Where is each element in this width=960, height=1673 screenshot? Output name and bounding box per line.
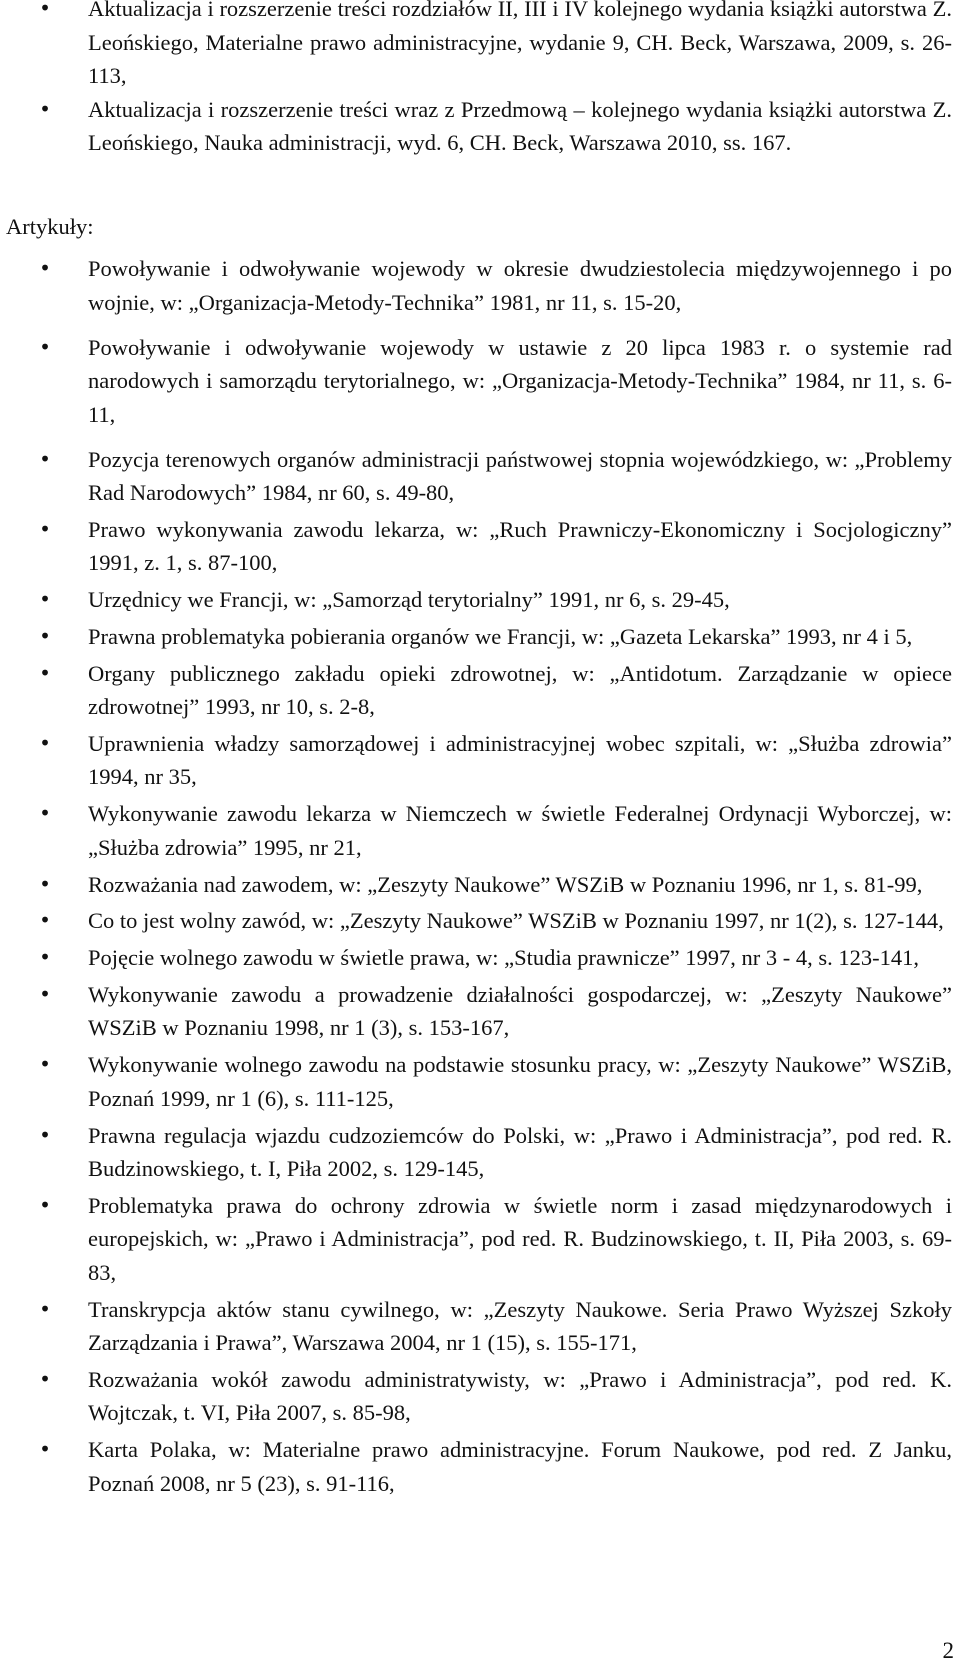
- list-item: [0, 868, 960, 902]
- list-item: [0, 904, 960, 938]
- list-item-text: Aktualizacja i rozszerzenie treści wraz z Przedmową – kolejnego wydania książki autorstwa Z. Leońskiego, Nauka administracji, wyd. 6, CH. Beck, Warszawa 2010, ss. 167.: [88, 96, 952, 155]
- bullet-icon: •: [39, 0, 51, 20]
- list-item-text: Problematyka prawa do ochrony zdrowia w świetle norm i zasad międzynarodowych i europejskich, w: „Prawo i Administracja”, pod red. R. Budzinowskiego, t. II, Piła 2003, s. 69-83,: [88, 1192, 952, 1285]
- list-item: [0, 1363, 960, 1430]
- list-item: [0, 443, 960, 510]
- list-item-text: Co to jest wolny zawód, w: „Zeszyty Naukowe” WSZiB w Poznaniu 1997, nr 1(2), s. 127-144,: [88, 908, 944, 934]
- list-item: [0, 1293, 960, 1360]
- list-item: [0, 941, 960, 975]
- list-item-text: Pozycja terenowych organów administracji państwowej stopnia wojewódzkiego, w: „Problemy Rad Narodowych” 1984, nr 60, s. 49-80,: [88, 446, 952, 505]
- list-item-text: Pojęcie wolnego zawodu w świetle prawa, w: „Studia prawnicze” 1997, nr 3 - 4, s. 123-141,: [88, 945, 920, 971]
- list-item: [0, 797, 960, 864]
- bullet-icon: •: [39, 730, 51, 755]
- list-item: [0, 583, 960, 617]
- list-item: [0, 620, 960, 654]
- list-item-text: Uprawnienia władzy samorządowej i administracyjnej wobec szpitali, w: „Służba zdrowia” 1994, nr 35,: [88, 730, 952, 790]
- bullet-icon: •: [39, 334, 51, 359]
- bullet-icon: •: [39, 1296, 51, 1321]
- list-item-text: Prawo wykonywania zawodu lekarza, w: „Ruch Prawniczy-Ekonomiczny i Socjologiczny” 1991, z. 1, s. 87-100,: [88, 516, 952, 576]
- bullet-icon: •: [39, 587, 51, 612]
- bullet-icon: •: [39, 801, 51, 826]
- bullet-icon: •: [39, 516, 51, 541]
- list-item-text: Aktualizacja i rozszerzenie treści rozdziałów II, III i IV kolejnego wydania książki autorstwa Z. Leońskiego, Materialne prawo administracyjne, wydanie 9, CH. Beck, Warszawa, 2009, s. 26-113,: [88, 0, 952, 88]
- bullet-icon: •: [39, 96, 51, 121]
- list-item-text: Karta Polaka, w: Materialne prawo administracyjne. Forum Naukowe, pod red. Z Janku, Poznań 2008, nr 5 (23), s. 91-116,: [88, 1437, 952, 1496]
- list-item: [0, 0, 960, 93]
- bullet-icon: •: [39, 945, 51, 970]
- list-item-text: Powoływanie i odwoływanie wojewody w ustawie z 20 lipca 1983 r. o systemie rad narodowych i samorządu terytorialnego, w: „Organizacja-Metody-Technika” 1984, nr 11, s. 6-11,: [88, 334, 952, 427]
- list-item-text: Wykonywanie zawodu a prowadzenie działalności gospodarczej, w: „Zeszyty Naukowe” WSZiB w Poznaniu 1998, nr 1 (3), s. 153-167,: [88, 981, 952, 1041]
- bullet-icon: •: [39, 1192, 51, 1217]
- list-item-text: Prawna regulacja wjazdu cudzoziemców do Polski, w: „Prawo i Administracja”, pod red. R. Budzinowskiego, t. I, Piła 2002, s. 129-145,: [88, 1122, 952, 1182]
- list-item: [0, 331, 960, 432]
- book-updates-list: [0, 0, 960, 160]
- bullet-icon: •: [39, 871, 51, 896]
- section-heading: Artykuły:: [6, 214, 94, 239]
- bullet-icon: •: [39, 1122, 51, 1147]
- list-item: [0, 1433, 960, 1500]
- list-item-text: Urzędnicy we Francji, w: „Samorząd terytorialny” 1991, nr 6, s. 29-45,: [88, 587, 730, 613]
- articles-list: [0, 252, 960, 1504]
- list-item: [0, 1189, 960, 1290]
- list-item-text: Rozważania nad zawodem, w: „Zeszyty Naukowe” WSZiB w Poznaniu 1996, nr 1, s. 81-99,: [88, 871, 923, 897]
- bullet-icon: •: [39, 623, 51, 648]
- list-item-text: Prawna problematyka pobierania organów we Francji, w: „Gazeta Lekarska” 1993, nr 4 i 5,: [88, 623, 913, 649]
- bullet-icon: •: [39, 660, 51, 685]
- list-item: [0, 727, 960, 794]
- list-item-text: Wykonywanie wolnego zawodu na podstawie stosunku pracy, w: „Zeszyty Naukowe” WSZiB, Poznań 1999, nr 1 (6), s. 111-125,: [88, 1052, 952, 1111]
- bullet-icon: •: [39, 446, 51, 471]
- bullet-icon: •: [39, 1366, 51, 1391]
- list-item-text: Rozważania wokół zawodu administratywisty, w: „Prawo i Administracja”, pod red. K. Wojtczak, t. VI, Piła 2007, s. 85-98,: [88, 1366, 952, 1426]
- list-item-text: Organy publicznego zakładu opieki zdrowotnej, w: „Antidotum. Zarządzanie w opiece zdrowotnej” 1993, nr 10, s. 2-8,: [88, 660, 952, 720]
- bullet-icon: •: [39, 1437, 51, 1462]
- list-item-text: Powoływanie i odwoływanie wojewody w okresie dwudziestolecia międzywojennego i po wojnie, w: „Organizacja-Metody-Technika” 1981, nr 11, s. 15-20,: [88, 256, 952, 315]
- page-number: 2: [942, 1638, 954, 1663]
- bullet-icon: •: [39, 256, 51, 280]
- list-item: [0, 657, 960, 724]
- list-item: [0, 252, 960, 319]
- list-item: [0, 513, 960, 580]
- list-item-text: Transkrypcja aktów stanu cywilnego, w: „Zeszyty Naukowe. Seria Prawo Wyższej Szkoły Zarządzania i Prawa”, Warszawa 2004, nr 1 (15), s. 155-171,: [88, 1296, 952, 1356]
- bullet-icon: •: [39, 908, 51, 933]
- list-item: [0, 93, 960, 160]
- list-item: [0, 1048, 960, 1115]
- bullet-icon: •: [39, 1052, 51, 1077]
- bullet-icon: •: [39, 981, 51, 1006]
- list-item-text: Wykonywanie zawodu lekarza w Niemczech w świetle Federalnej Ordynacji Wyborczej, w: „Służba zdrowia” 1995, nr 21,: [88, 801, 952, 860]
- list-item: [0, 978, 960, 1045]
- list-item: [0, 1119, 960, 1186]
